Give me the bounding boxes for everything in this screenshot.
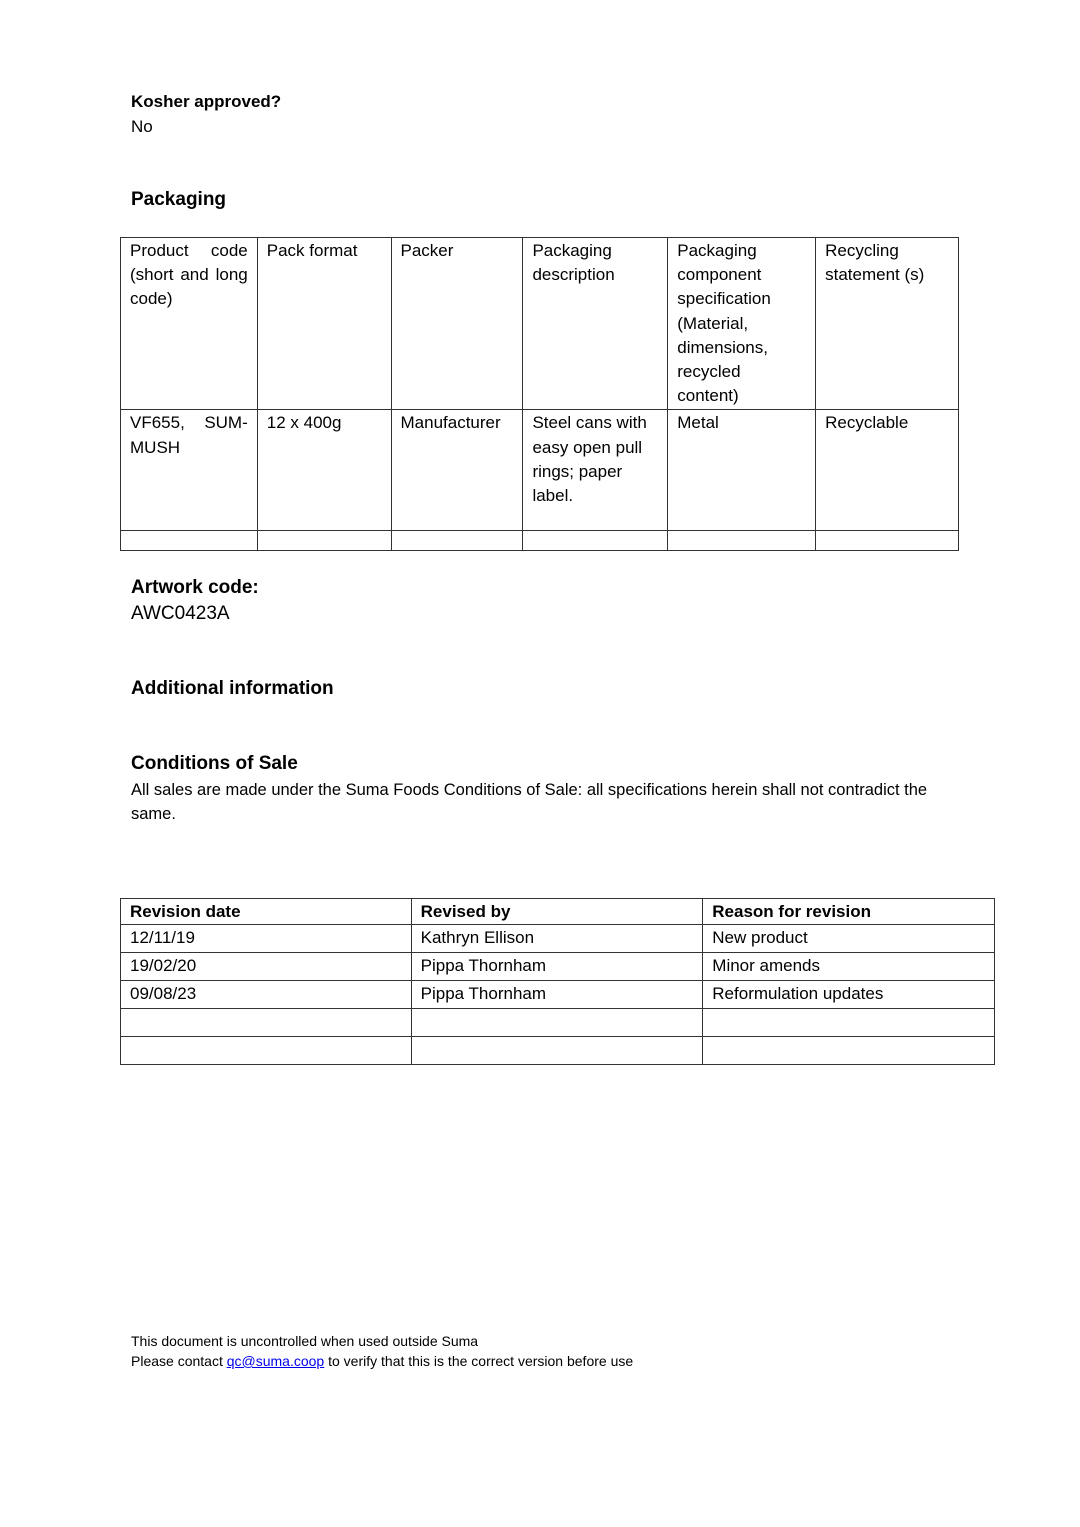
revision-header-cell: Revised by [411,899,703,925]
packaging-cell: 12 x 400g [257,410,391,531]
packaging-cell: VF655, SUM-MUSH [121,410,258,531]
revision-row [121,1009,995,1037]
revision-header-cell: Reason for revision [703,899,995,925]
revision-reason-cell [703,1009,995,1037]
revised-by-cell: Kathryn Ellison [411,925,703,953]
revision-row [121,925,995,953]
revision-header-cell: Revision date [121,899,412,925]
packaging-cell: Manufacturer [391,410,523,531]
revision-date-cell [121,1037,412,1065]
packaging-cell [668,531,816,551]
qc-email-link[interactable]: qc@suma.coop [226,1353,325,1369]
packaging-cell [523,531,668,551]
packaging-header-cell: Packaging component specification (Material, dimensions, recycled content) [668,238,816,410]
revised-by-cell: Pippa Thornham [411,981,703,1009]
revised-by-cell: Pippa Thornham [411,953,703,981]
artwork-label: Artwork code: [131,577,259,598]
revised-by-cell [411,1009,703,1037]
footer-contact-prefix: Please contact [131,1353,227,1369]
kosher-label: Kosher approved? [131,92,282,111]
packaging-header-cell: Product code (short and long code) [121,238,258,410]
packaging-cell [816,531,959,551]
footer-contact-line [131,1351,633,1371]
revision-date-cell: 12/11/19 [121,925,412,953]
packaging-cell: Recyclable [816,410,959,531]
footer-uncontrolled-notice: This document is uncontrolled when used outside Suma [131,1333,479,1349]
footer-contact-suffix: to verify that this is the correct version before use [324,1353,634,1369]
revision-reason-cell [703,1037,995,1065]
revised-by-cell [411,1037,703,1065]
conditions-text: All sales are made under the Suma Foods Conditions of Sale: all specifications herein shall not contradict the same. [131,781,928,823]
revision-date-cell: 19/02/20 [121,953,412,981]
artwork-value: AWC0423A [131,603,230,624]
revision-reason-cell: Reformulation updates [703,981,995,1009]
additional-info-heading: Additional information [131,678,334,699]
packaging-header-row [121,238,959,410]
revision-date-cell: 09/08/23 [121,981,412,1009]
packaging-header-cell: Pack format [257,238,391,410]
revision-reason-cell: New product [703,925,995,953]
packaging-cell [121,531,258,551]
packaging-header-cell: Recycling statement (s) [816,238,959,410]
revision-row [121,953,995,981]
revision-reason-cell: Minor amends [703,953,995,981]
revision-date-cell [121,1009,412,1037]
packaging-header-cell: Packer [391,238,523,410]
revision-row [121,1037,995,1065]
revision-row [121,981,995,1009]
packaging-table [120,237,959,551]
packaging-row [121,531,959,551]
packaging-cell [257,531,391,551]
conditions-heading: Conditions of Sale [131,753,298,774]
packaging-header-cell: Packaging description [523,238,668,410]
packaging-row [121,410,959,531]
revision-header-row [121,899,995,925]
revision-table [120,898,995,1065]
packaging-heading: Packaging [131,189,227,210]
packaging-cell: Metal [668,410,816,531]
packaging-cell: Steel cans with easy open pull rings; paper label. [523,410,668,531]
kosher-value: No [131,117,153,136]
packaging-cell [391,531,523,551]
